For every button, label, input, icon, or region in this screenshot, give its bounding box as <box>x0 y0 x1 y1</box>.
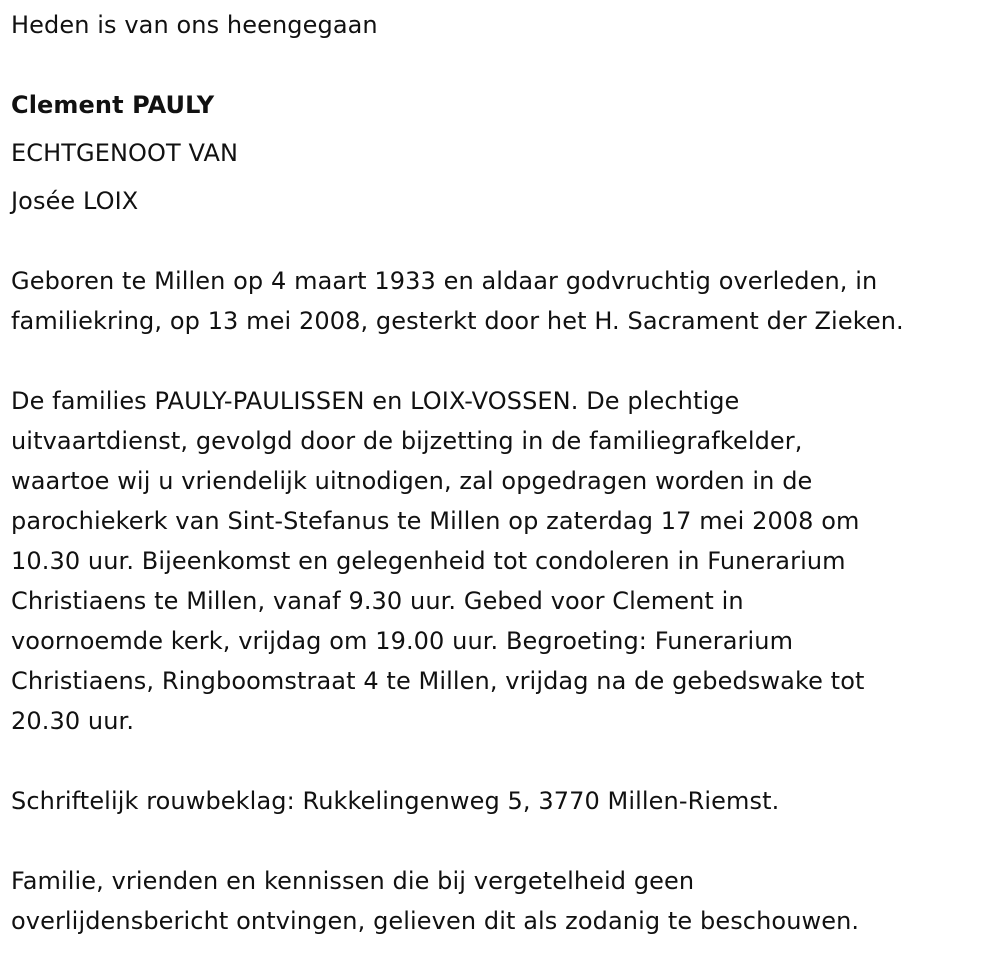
closing-line: Familie, vrienden en kennissen die bij vergetelheid geen <box>11 867 695 895</box>
closing-line: overlijdensbericht ontvingen, gelieven dit als zodanig te beschouwen. <box>11 907 860 935</box>
service-line: parochiekerk van Sint-Stefanus te Millen op zaterdag 17 mei 2008 om <box>11 507 860 535</box>
service-line: uitvaartdienst, gevolgd door de bijzetting in de familiegrafkelder, <box>11 427 803 455</box>
service-line: waartoe wij u vriendelijk uitnodigen, zal opgedragen worden in de <box>11 467 813 495</box>
spouse-name: Josée LOIX <box>11 187 139 215</box>
intro-text: Heden is van ons heengegaan <box>11 11 378 39</box>
service-line: Christiaens te Millen, vanaf 9.30 uur. Gebed voor Clement in <box>11 587 744 615</box>
service-line: 10.30 uur. Bijeenkomst en gelegenheid tot condoleren in Funerarium <box>11 547 846 575</box>
condolences-address: Schriftelijk rouwbeklag: Rukkelingenweg 5, 3770 Millen-Riemst. <box>11 787 780 815</box>
service-line: voornoemde kerk, vrijdag om 19.00 uur. Begroeting: Funerarium <box>11 627 794 655</box>
birth-death-line: familiekring, op 13 mei 2008, gesterkt door het H. Sacrament der Zieken. <box>11 307 904 335</box>
deceased-name: Clement PAULY <box>11 91 215 119</box>
service-line: Christiaens, Ringboomstraat 4 te Millen, vrijdag na de gebedswake tot <box>11 667 865 695</box>
service-line: De families PAULY-PAULISSEN en LOIX-VOSSEN. De plechtige <box>11 387 740 415</box>
relation-text: ECHTGENOOT VAN <box>11 139 239 167</box>
service-line: 20.30 uur. <box>11 707 135 735</box>
birth-death-line: Geboren te Millen op 4 maart 1933 en aldaar godvruchtig overleden, in <box>11 267 878 295</box>
